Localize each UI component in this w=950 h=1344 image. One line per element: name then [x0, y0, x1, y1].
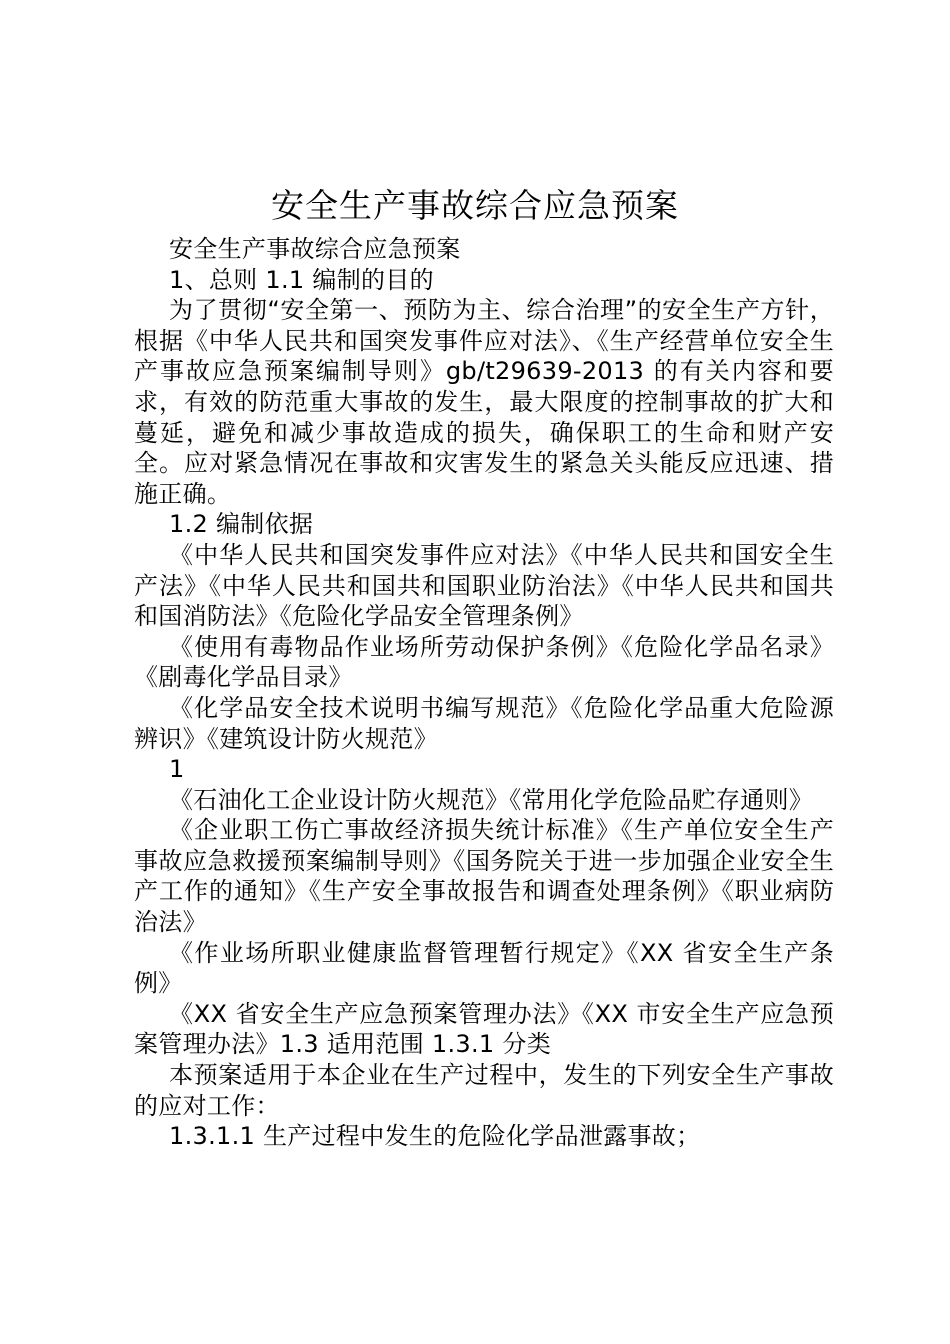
paragraph-purpose: 为了贯彻“安全第一、预防为主、综合治理”的安全生产方针，根据《中华人民共和国突发事件应对法》、《生产经营单位安全生产事故应急预案编制导则》gb/t29639-2013 的有关内容和要求，有效的防范重大事故的发生，最大限度的控制事故的扩大和蔓延，避免和减少事故造成的损失，确保职工的生命和财产安全。应对紧急情况在事故和灾害发生的紧急关头能反应迅速、措施正确。	[134, 296, 834, 508]
paragraph-subtitle: 安全生产事故综合应急预案	[169, 235, 461, 263]
document-body	[134, 234, 834, 1152]
paragraph-section-1: 1、总则 1.1 编制的目的	[169, 265, 434, 294]
paragraph-basis-provincial: 《XX 省安全生产应急预案管理办法》《XX 市安全生产应急预案管理办法》1.3 适用范围 1.3.1 分类	[134, 999, 834, 1059]
paragraph-basis-chemical: 《化学品安全技术说明书编写规范》《危险化学品重大危险源辨识》《建筑设计防火规范》	[134, 693, 834, 753]
paragraph-basis-standards: 《企业职工伤亡事故经济损失统计标准》《生产单位安全生产事故应急救援预案编制导则》《国务院关于进一步加强企业安全生产工作的通知》《生产安全事故报告和调查处理条例》《职业病防治法》	[134, 816, 834, 937]
paragraph-basis-petrochem: 《石油化工企业设计防火规范》《常用化学危险品贮存通则》	[169, 785, 814, 814]
paragraph-basis-toxic: 《使用有毒物品作业场所劳动保护条例》《危险化学品名录》《剧毒化学品目录》	[134, 632, 834, 692]
paragraph-scope: 本预案适用于本企业在生产过程中，发生的下列安全生产事故的应对工作：	[134, 1061, 834, 1120]
document-title: 安全生产事故综合应急预案	[271, 186, 679, 225]
page-number: 1	[169, 755, 185, 784]
paragraph-basis-health: 《作业场所职业健康监督管理暂行规定》《XX 省安全生产条例》	[134, 938, 834, 998]
paragraph-section-1-2: 1.2 编制依据	[169, 510, 314, 539]
paragraph-scope-item-1: 1.3.1.1 生产过程中发生的危险化学品泄露事故；	[169, 1122, 701, 1151]
paragraph-basis-laws: 《中华人民共和国突发事件应对法》《中华人民共和国安全生产法》《中华人民共和国共和国职业防治法》《中华人民共和国共和国消防法》《危险化学品安全管理条例》	[134, 540, 834, 631]
